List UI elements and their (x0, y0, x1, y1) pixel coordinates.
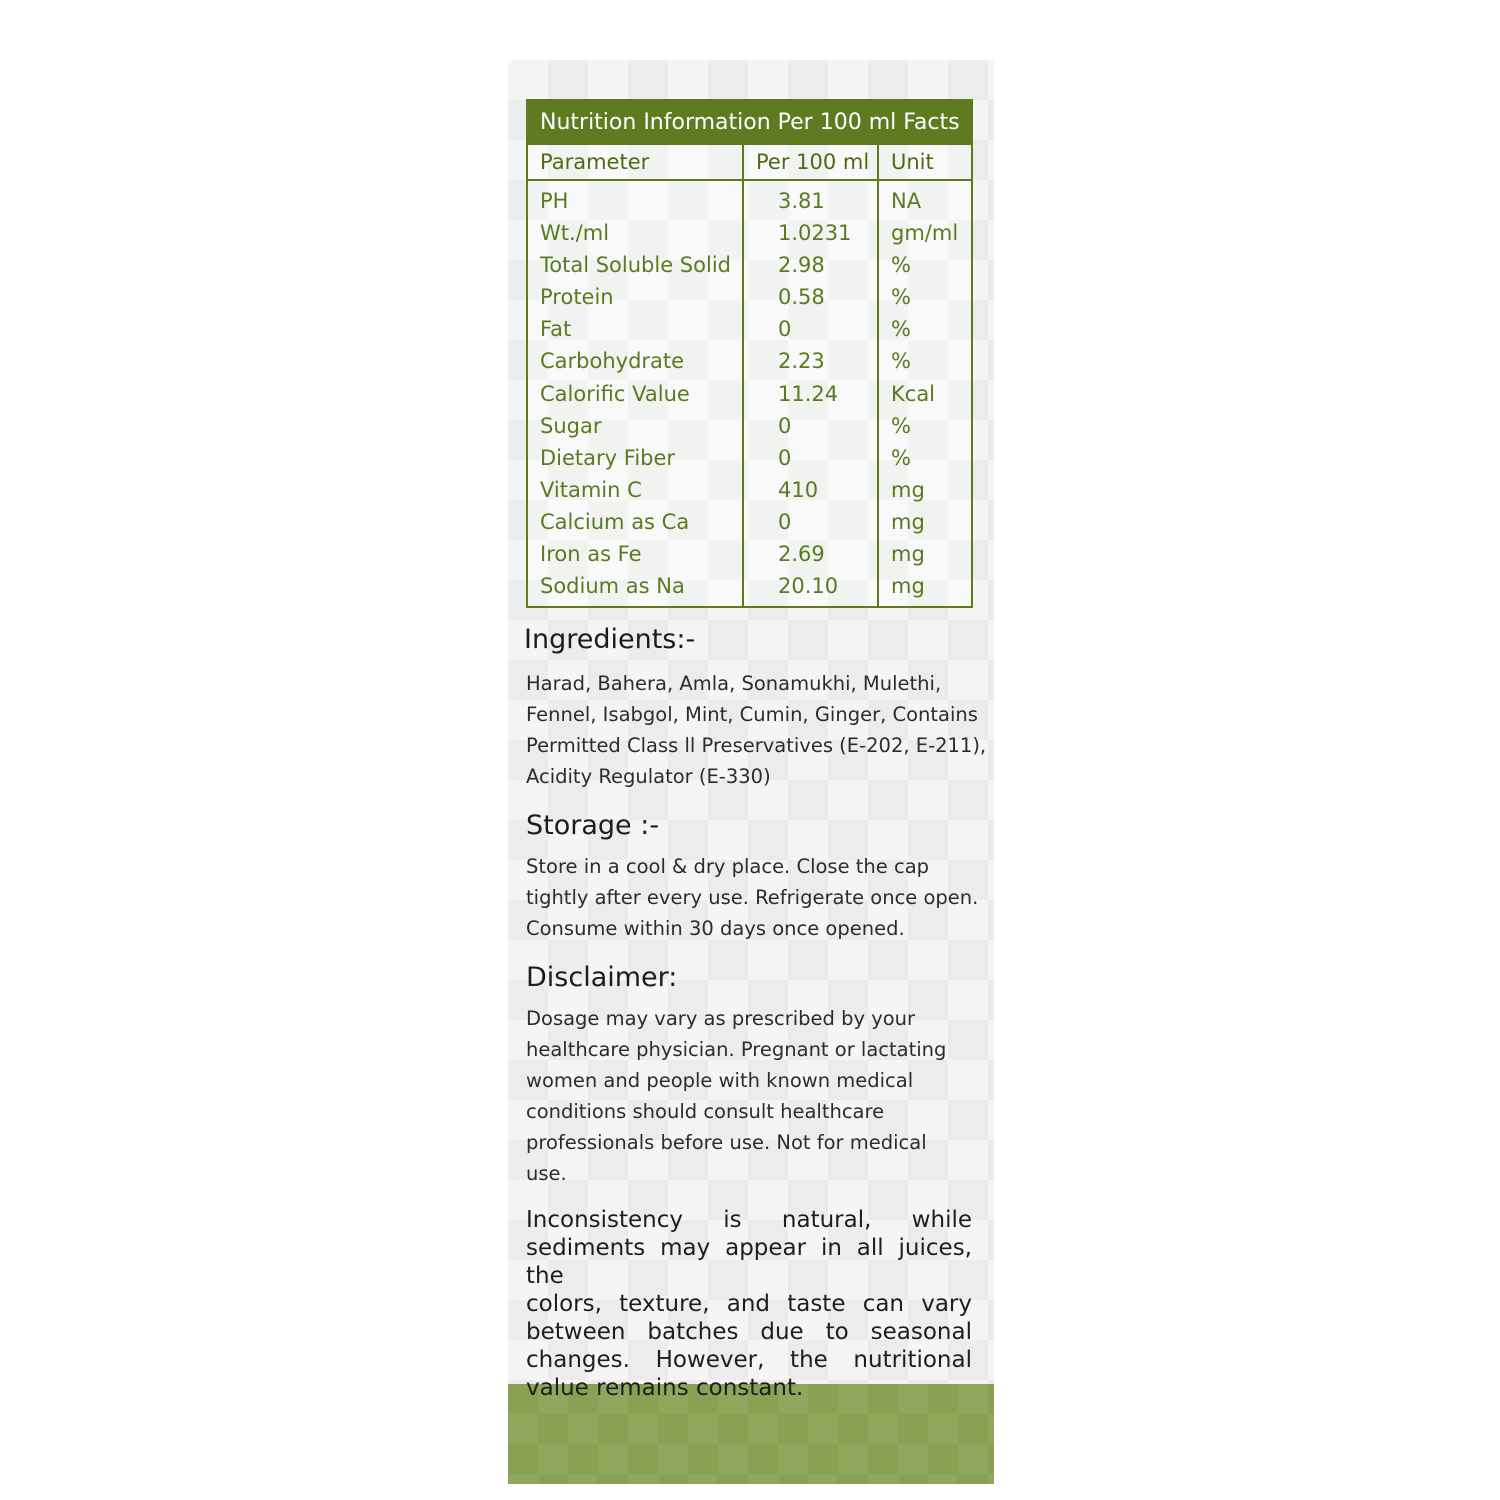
note-line: value remains constant. (526, 1375, 804, 1401)
parameter-column (528, 181, 744, 606)
nutrition-unit-cell: % (891, 349, 911, 374)
storage-line: Store in a cool & dry place. Close the cap (526, 855, 930, 878)
unit-column (879, 181, 971, 606)
nutrition-value-cell: 20.10 (778, 574, 839, 599)
nutrition-parameter-cell: Calcium as Ca (540, 509, 690, 534)
nutrition-value-cell: 3.81 (778, 189, 825, 213)
header-per-100ml: Per 100 ml (744, 145, 879, 179)
ingredients-text (526, 668, 996, 792)
nutrition-table-header (528, 145, 971, 181)
nutrition-parameter-cell: Iron as Fe (540, 542, 642, 567)
disclaimer-line: healthcare physician. Pregnant or lactating (526, 1038, 947, 1061)
nutrition-table (526, 99, 973, 608)
nutrition-parameter-cell: Protein (540, 285, 614, 310)
nutrition-parameter-cell: Calorific Value (540, 381, 690, 406)
storage-heading: Storage :- (526, 810, 660, 841)
nutrition-parameter-cell: Wt./ml (540, 221, 610, 246)
ingredients-line: Harad, Bahera, Amla, Sonamukhi, Mulethi, (526, 672, 942, 695)
ingredients-line: Acidity Regulator (E-330) (526, 765, 771, 788)
nutrition-unit-cell: gm/ml (891, 221, 959, 246)
value-column (744, 181, 879, 606)
note-line: between batches due to seasonal (526, 1319, 972, 1345)
nutrition-parameter-cell: Dietary Fiber (540, 445, 676, 470)
nutrition-value-cell: 2.69 (778, 542, 825, 567)
header-unit: Unit (891, 150, 934, 174)
nutrition-unit-cell: mg (891, 477, 925, 502)
nutrition-unit-cell: Kcal (891, 381, 936, 406)
nutrition-parameter-cell: Vitamin C (540, 477, 642, 502)
nutrition-value-cell: 0 (778, 413, 792, 438)
nutrition-value-cell: 0.58 (778, 285, 825, 310)
nutrition-unit-cell: % (891, 445, 911, 470)
nutrition-parameter-cell: Sugar (540, 413, 602, 438)
note-line: sediments may appear in all juices, the (526, 1235, 972, 1289)
disclaimer-heading: Disclaimer: (526, 962, 678, 993)
nutrition-unit-cell: mg (891, 574, 925, 599)
nutrition-table-body (528, 181, 971, 606)
nutrition-parameter-cell: Carbohydrate (540, 349, 685, 374)
nutrition-parameter-cell: Sodium as Na (540, 574, 685, 599)
header-parameter: Parameter (528, 145, 744, 179)
disclaimer-line: professionals before use. Not for medical (526, 1131, 927, 1154)
storage-line: Consume within 30 days once opened. (526, 917, 905, 940)
disclaimer-line: women and people with known medical (526, 1069, 914, 1092)
nutrition-value-cell: 2.23 (778, 349, 825, 374)
nutrition-unit-cell: % (891, 413, 911, 438)
nutrition-value-cell: 11.24 (778, 381, 839, 406)
nutrition-unit-cell: % (891, 317, 911, 342)
nutrition-value-cell: 0 (778, 509, 792, 534)
note-line: colors, texture, and taste can vary (526, 1291, 972, 1317)
nutrition-unit-cell: % (891, 253, 911, 278)
storage-line: tightly after every use. Refrigerate once open. (526, 886, 979, 909)
nutrition-value-cell: 0 (778, 317, 792, 342)
nutrition-unit-cell: NA (891, 189, 922, 213)
disclaimer-text (526, 1003, 996, 1189)
nutrition-value-cell: 410 (778, 477, 819, 502)
disclaimer-line: Dosage may vary as prescribed by your (526, 1007, 916, 1030)
nutrition-value-cell: 0 (778, 445, 792, 470)
nutrition-unit-cell: mg (891, 542, 925, 567)
nutrition-value-cell: 2.98 (778, 253, 825, 278)
nutrition-value-cell: 1.0231 (778, 221, 852, 246)
disclaimer-line: conditions should consult healthcare (526, 1100, 885, 1123)
ingredients-line: Fennel, Isabgol, Mint, Cumin, Ginger, Contains (526, 703, 978, 726)
nutrition-parameter-cell: Fat (540, 317, 572, 342)
ingredients-heading: Ingredients:- (524, 624, 696, 655)
note-line: changes. However, the nutritional (526, 1347, 972, 1373)
note-line: Inconsistency is natural, while (526, 1207, 972, 1233)
nutrition-unit-cell: mg (891, 509, 925, 534)
ingredients-line: Permitted Class ll Preservatives (E-202, E-211), (526, 734, 987, 757)
disclaimer-line: use. (526, 1162, 567, 1185)
nutrition-parameter-cell: Total Soluble Solid (540, 253, 731, 278)
nutrition-parameter-cell: PH (540, 189, 569, 213)
nutrition-unit-cell: % (891, 285, 911, 310)
nutrition-table-title: Nutrition Information Per 100 ml Facts (528, 101, 971, 145)
consistency-note (526, 1206, 972, 1402)
storage-text (526, 851, 996, 944)
